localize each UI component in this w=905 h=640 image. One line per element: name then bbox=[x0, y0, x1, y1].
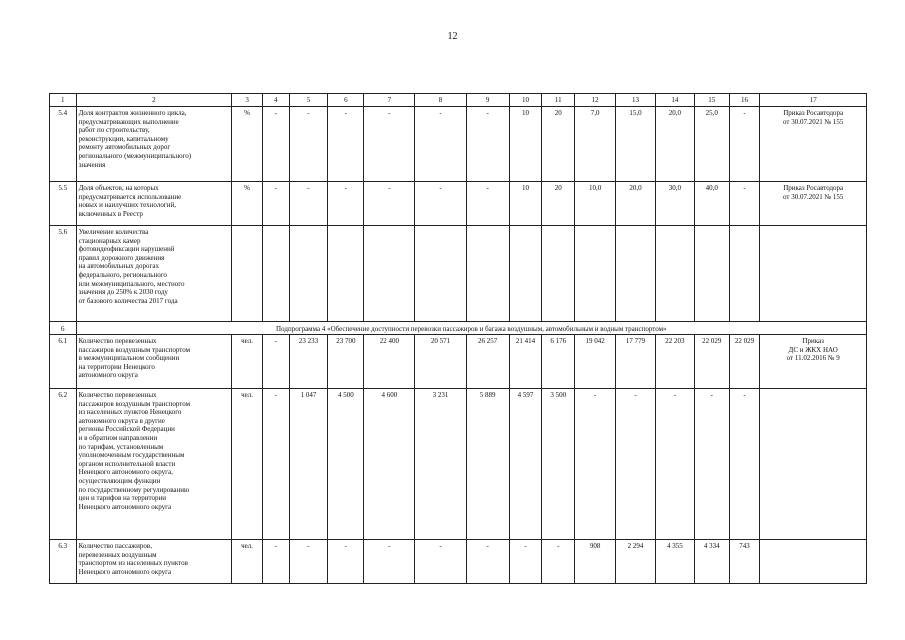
row-number: 5.6 bbox=[50, 226, 77, 322]
indicator-name-line: осуществляющим функции bbox=[78, 476, 161, 485]
value-cell: - bbox=[729, 182, 760, 226]
value-cell: 40,0 bbox=[694, 182, 729, 226]
value-cell: - bbox=[466, 107, 509, 182]
value-cell: 22 400 bbox=[364, 335, 415, 389]
row-number: 5.4 bbox=[50, 107, 77, 182]
header-cell: 5 bbox=[289, 94, 328, 107]
value-cell: 20,0 bbox=[655, 107, 694, 182]
value-cell: - bbox=[466, 182, 509, 226]
value-cell: - bbox=[262, 540, 289, 584]
value-cell: - bbox=[542, 540, 575, 584]
header-cell: 1 bbox=[50, 94, 77, 107]
value-cell: - bbox=[729, 389, 760, 540]
value-cell: - bbox=[262, 182, 289, 226]
indicator-name-line: транспортом из населенных пунктов bbox=[78, 559, 188, 568]
value-cell: - bbox=[328, 107, 364, 182]
subprogram-title: Подпрограмма 4 «Обеспечение доступности перевозки пассажиров и багажа воздушным, автомобильным и водным транспортом» bbox=[76, 322, 866, 335]
source-line: Приказ Росавтодора bbox=[783, 109, 844, 117]
indicator-name-line: правил дорожного движения bbox=[78, 253, 165, 262]
indicator-name-line: новых и наилучших технологий, bbox=[78, 201, 176, 210]
empty-cell bbox=[655, 226, 694, 322]
value-cell: 2 294 bbox=[616, 540, 656, 584]
indicator-name-line: ремонту автомобильных дорог bbox=[78, 143, 171, 152]
unit-cell: % bbox=[232, 182, 263, 226]
header-cell: 6 bbox=[328, 94, 364, 107]
value-cell: 22 203 bbox=[655, 335, 694, 389]
unit-cell: чел. bbox=[232, 335, 263, 389]
indicator-name bbox=[76, 226, 232, 322]
header-cell: 8 bbox=[415, 94, 466, 107]
value-cell: - bbox=[364, 107, 415, 182]
value-cell: 20,0 bbox=[616, 182, 656, 226]
value-cell: 4 600 bbox=[364, 389, 415, 540]
value-cell: 23 700 bbox=[328, 335, 364, 389]
value-cell: - bbox=[415, 540, 466, 584]
indicator-name-line: Количество перевезенных bbox=[78, 391, 157, 399]
indicator-name-line: регионального (межмуниципального) bbox=[78, 151, 192, 160]
value-cell: 19 042 bbox=[575, 335, 616, 389]
source-cell bbox=[760, 182, 867, 226]
empty-cell bbox=[415, 226, 466, 322]
indicators-table bbox=[49, 93, 867, 584]
header-cell: 3 bbox=[232, 94, 263, 107]
value-cell: - bbox=[415, 107, 466, 182]
source-line: ДС и ЖКХ НАО bbox=[788, 345, 838, 354]
indicator-name-line: автономного округа в другие bbox=[78, 416, 165, 425]
header-cell: 9 bbox=[466, 94, 509, 107]
indicator-name-line: пассажиров воздушным транспортом bbox=[78, 345, 191, 354]
value-cell: 25,0 bbox=[694, 107, 729, 182]
indicator-name-line: на автомобильных дорогах bbox=[78, 262, 159, 271]
header-cell: 14 bbox=[655, 94, 694, 107]
value-cell: - bbox=[415, 182, 466, 226]
indicator-name-line: из населенных пунктов Ненецкого bbox=[78, 408, 182, 417]
value-cell: 20 bbox=[542, 107, 575, 182]
value-cell: 5 889 bbox=[466, 389, 509, 540]
indicator-name-line: и в обратном направлении bbox=[78, 433, 158, 442]
value-cell: - bbox=[694, 389, 729, 540]
empty-cell bbox=[328, 226, 364, 322]
empty-cell bbox=[289, 226, 328, 322]
value-cell: - bbox=[262, 335, 289, 389]
value-cell: 15,0 bbox=[616, 107, 656, 182]
value-cell: 22 029 bbox=[694, 335, 729, 389]
indicator-name-line: пассажиров воздушным транспортом bbox=[78, 399, 191, 408]
indicator-name-line: Количество пассажиров, bbox=[78, 542, 152, 550]
table-row-5-5 bbox=[50, 182, 867, 226]
header-cell: 10 bbox=[509, 94, 542, 107]
value-cell: - bbox=[729, 107, 760, 182]
value-cell: 4 597 bbox=[509, 389, 542, 540]
indicator-name-line: цен и тарифов на территории bbox=[78, 494, 167, 503]
indicator-name-line: Ненецкого автономного округа bbox=[78, 567, 172, 576]
indicator-name-line: Ненецкого автономного округа bbox=[78, 502, 172, 511]
header-cell: 7 bbox=[364, 94, 415, 107]
header-row bbox=[50, 94, 867, 107]
indicator-name-line: значения до 250% к 2030 году bbox=[78, 288, 168, 297]
value-cell: 743 bbox=[729, 540, 760, 584]
header-cell: 17 bbox=[760, 94, 867, 107]
value-cell: 6 176 bbox=[542, 335, 575, 389]
table-row-6-3 bbox=[50, 540, 867, 584]
value-cell: 22 029 bbox=[729, 335, 760, 389]
indicator-name bbox=[76, 540, 232, 584]
empty-cell bbox=[575, 226, 616, 322]
indicator-name-line: или межмуниципального, местного bbox=[78, 279, 185, 288]
value-cell: 4 500 bbox=[328, 389, 364, 540]
value-cell: 10,0 bbox=[575, 182, 616, 226]
table-row-5-6 bbox=[50, 226, 867, 322]
indicator-name-line: от базового количества 2017 года bbox=[78, 296, 178, 305]
indicator-name-line: значения bbox=[78, 160, 106, 169]
header-cell: 16 bbox=[729, 94, 760, 107]
value-cell: 10 bbox=[509, 182, 542, 226]
header-cell: 2 bbox=[76, 94, 232, 107]
header-cell: 11 bbox=[542, 94, 575, 107]
value-cell: - bbox=[262, 389, 289, 540]
indicator-name-line: по государственному регулированию bbox=[78, 485, 190, 494]
indicator-name bbox=[76, 335, 232, 389]
empty-cell bbox=[466, 226, 509, 322]
indicator-name-line: предусматривающих выполнение bbox=[78, 117, 179, 126]
value-cell: 21 414 bbox=[509, 335, 542, 389]
indicator-name-line: автономного округа bbox=[78, 371, 138, 380]
indicator-name-line: регионы Российской Федерации bbox=[78, 425, 175, 434]
value-cell: 908 bbox=[575, 540, 616, 584]
indicator-name-line: Доля контрактов жизненного цикла, bbox=[78, 109, 187, 117]
table-row-5-4 bbox=[50, 107, 867, 182]
value-cell: 26 257 bbox=[466, 335, 509, 389]
indicator-name-line: органом исполнительной власти bbox=[78, 459, 176, 468]
source-line: от 30.07.2021 № 155 bbox=[782, 192, 844, 201]
page-number: 12 bbox=[447, 31, 458, 42]
indicator-name-line: федерального, регионального bbox=[78, 270, 167, 279]
value-cell: 4 334 bbox=[694, 540, 729, 584]
indicator-name-line: стационарных камер bbox=[78, 236, 141, 245]
empty-cell bbox=[760, 226, 867, 322]
value-cell: - bbox=[289, 540, 328, 584]
row-number: 6 bbox=[50, 322, 77, 335]
value-cell: 7,0 bbox=[575, 107, 616, 182]
value-cell: - bbox=[655, 389, 694, 540]
value-cell: 3 231 bbox=[415, 389, 466, 540]
indicator-name bbox=[76, 107, 232, 182]
value-cell: - bbox=[509, 540, 542, 584]
value-cell: 3 500 bbox=[542, 389, 575, 540]
source-cell bbox=[760, 335, 867, 389]
empty-cell bbox=[262, 226, 289, 322]
value-cell: 17 779 bbox=[616, 335, 656, 389]
header-cell: 12 bbox=[575, 94, 616, 107]
unit-cell: чел. bbox=[232, 540, 263, 584]
source-line: Приказ Росавтодора bbox=[783, 184, 844, 192]
empty-cell bbox=[509, 226, 542, 322]
row-number: 5.5 bbox=[50, 182, 77, 226]
empty-cell bbox=[542, 226, 575, 322]
source-line: от 30.07.2021 № 155 bbox=[782, 117, 844, 126]
empty-cell bbox=[616, 226, 656, 322]
empty-cell bbox=[729, 226, 760, 322]
value-cell: 23 233 bbox=[289, 335, 328, 389]
table-row-6-1 bbox=[50, 335, 867, 389]
indicator-name bbox=[76, 182, 232, 226]
unit-cell: чел. bbox=[232, 389, 263, 540]
source-line: Приказ bbox=[802, 337, 824, 345]
value-cell: - bbox=[289, 107, 328, 182]
empty-cell bbox=[232, 226, 263, 322]
empty-cell bbox=[364, 226, 415, 322]
indicator-name-line: Увеличение количества bbox=[78, 228, 149, 236]
value-cell: 1 047 bbox=[289, 389, 328, 540]
indicator-name-line: работ по строительству, bbox=[78, 126, 150, 135]
value-cell: - bbox=[616, 389, 656, 540]
indicator-name-line: перевезенных воздушным bbox=[78, 550, 157, 559]
value-cell: - bbox=[575, 389, 616, 540]
header-cell: 15 bbox=[694, 94, 729, 107]
value-cell: 20 571 bbox=[415, 335, 466, 389]
header-cell: 4 bbox=[262, 94, 289, 107]
indicator-name-line: на территории Ненецкого bbox=[78, 362, 155, 371]
value-cell: - bbox=[364, 182, 415, 226]
indicator-name-line: по тарифам, установленным bbox=[78, 442, 164, 451]
row-number: 6.3 bbox=[50, 540, 77, 584]
empty-cell bbox=[760, 389, 867, 540]
indicator-name bbox=[76, 389, 232, 540]
header-cell: 13 bbox=[616, 94, 656, 107]
indicator-name-line: фотовидеофиксации нарушений bbox=[78, 245, 175, 254]
table-row-6-2 bbox=[50, 389, 867, 540]
empty-cell bbox=[694, 226, 729, 322]
indicator-name-line: предусматривается использование bbox=[78, 192, 182, 201]
source-cell bbox=[760, 107, 867, 182]
value-cell: - bbox=[262, 107, 289, 182]
indicator-name-line: Доля объектов, на которых bbox=[78, 184, 159, 192]
indicator-name-line: в межмуниципальном сообщении bbox=[78, 354, 180, 363]
row-number: 6.2 bbox=[50, 389, 77, 540]
source-line: от 11.02.2016 № 9 bbox=[786, 354, 840, 363]
indicator-name-line: уполномоченным государственным bbox=[78, 451, 185, 460]
unit-cell: % bbox=[232, 107, 263, 182]
value-cell: - bbox=[328, 182, 364, 226]
value-cell: 4 355 bbox=[655, 540, 694, 584]
indicator-name-line: Ненецкого автономного округа, bbox=[78, 468, 173, 477]
row-number: 6.1 bbox=[50, 335, 77, 389]
indicator-name-line: включенных в Реестр bbox=[78, 209, 143, 218]
value-cell: - bbox=[289, 182, 328, 226]
indicator-name-line: Количество перевезенных bbox=[78, 337, 157, 345]
value-cell: - bbox=[328, 540, 364, 584]
value-cell: 30,0 bbox=[655, 182, 694, 226]
value-cell: - bbox=[466, 540, 509, 584]
value-cell: 10 bbox=[509, 107, 542, 182]
subprogram-row bbox=[50, 322, 867, 335]
empty-cell bbox=[760, 540, 867, 584]
indicator-name-line: реконструкции, капитальному bbox=[78, 134, 169, 143]
value-cell: 20 bbox=[542, 182, 575, 226]
value-cell: - bbox=[364, 540, 415, 584]
